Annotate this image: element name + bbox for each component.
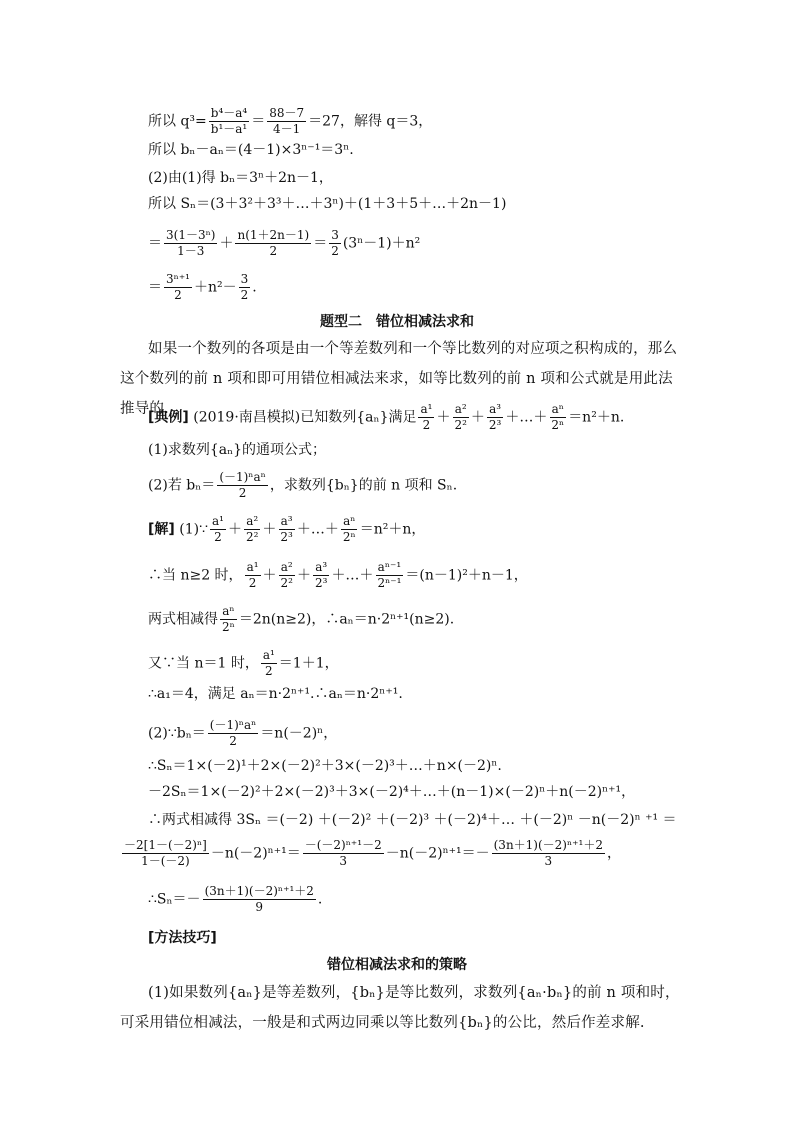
example-statement: [典例] (2019·南昌模拟)已知数列{aₙ}满足 $\frac{\text{a¹}}{2}$ ＋ $\frac{\text{a²}}{\text{2²}}$ ＋ $\frac{\text{a³}}{\text{2³}}$ ＋…＋ $\frac{\text{aⁿ}}{\text{2ⁿ}}$ ＝n²＋n. xyxy=(148,402,625,432)
solution-line-3: 两式相减得 $\frac{\text{aⁿ}}{\text{2ⁿ}}$ ＝2n(n≥2)，∴aₙ＝n·2ⁿ⁺¹(n≥2). xyxy=(148,604,455,634)
solution-line-1: [解] (1)∵ $\frac{\text{a¹}}{2}$ ＋ $\frac{\text{a²}}{\text{2²}}$ ＋ $\frac{\text{a³}}{\text{2³}}$ ＋…＋ $\frac{\text{aⁿ}}{\text{2ⁿ}}$ ＝n²＋n， xyxy=(148,514,426,544)
question-1: (1)求数列{aₙ}的通项公式； xyxy=(148,442,327,458)
solution-tag: [解] xyxy=(148,521,175,538)
intro-paragraph: 如果一个数列的各项是由一个等差数列和一个等比数列的对应项之积构成的，那么这个数列的前 n 项和即可用错位相减法来求，如等比数列的前 n 项和公式就是用此法推导的. xyxy=(120,341,678,417)
formula-line: 所以 bₙ－aₙ＝(4－1)×3ⁿ⁻¹＝3ⁿ. xyxy=(148,142,354,158)
formula-line: 所以 Sₙ＝(3＋3²＋3³＋…＋3ⁿ)＋(1＋3＋5＋…＋2n－1) xyxy=(148,196,507,212)
method-title: 错位相减法求和的策略 xyxy=(327,957,467,973)
section-title: 题型二 错位相减法求和 xyxy=(320,314,474,330)
method-paragraph: (1)如果数列{aₙ}是等差数列，{bₙ}是等比数列，求数列{aₙ·bₙ}的前 n 项和时，可采用错位相减法，一般是和式两边同乘以等比数列{bₙ}的公比，然后作差求解. xyxy=(120,985,680,1031)
fraction: $\frac{\text{b⁴－a⁴}}{\text{b¹－a¹}}$ xyxy=(210,106,248,136)
solution-line-8: －2Sₙ＝1×(－2)²＋2×(－2)³＋3×(－2)⁴＋…＋(n－1)×(－2)ⁿ＋n(－2)ⁿ⁺¹， xyxy=(148,784,636,800)
solution-line-10: $\frac{\text{－2[1－(－2)ⁿ]}}{1-(-2)}$ －n(－2)ⁿ⁺¹＝ $\frac{\text{－(－2)ⁿ⁺¹－2}}{3}$ －n(－2)ⁿ⁺¹＝－ $\frac{\text{(3n＋1)(－2)ⁿ⁺¹＋2}}{3}$ ， xyxy=(124,838,621,868)
solution-line-6: (2)∵bₙ＝ $\frac{\text{(－1)ⁿaⁿ}}{2}$ ＝n(－2)ⁿ， xyxy=(148,718,338,748)
method-tag: [方法技巧] xyxy=(148,930,217,946)
formula-line: ＝ $\frac{\text{3(1－3ⁿ)}}{1-3}$ ＋ $\frac{n(1+2n-1)}{2}$ ＝ $\frac{3}{2}$ (3ⁿ－1)＋n² xyxy=(148,228,421,258)
formula-line: (2)由(1)得 bₙ＝3ⁿ＋2n－1， xyxy=(148,170,333,186)
solution-line-4: 又∵当 n＝1 时， $\frac{\text{a¹}}{2}$ ＝1＋1， xyxy=(148,648,339,678)
formula-line: ＝ $\frac{\text{3ⁿ⁺¹}}{2}$ ＋n²－ $\frac{3}{2}$ . xyxy=(148,272,257,302)
solution-line-2: ∴当 n≥2 时， $\frac{\text{a¹}}{2}$ ＋ $\frac{\text{a²}}{\text{2²}}$ ＋ $\frac{\text{a³}}{\text{2³}}$ ＋…＋ $\frac{\text{aⁿ⁻¹}}{\text{2ⁿ⁻¹}}$ ＝(n－1)²＋n－1， xyxy=(148,560,528,590)
fraction: $\frac{88-7}{4-1}$ xyxy=(269,106,305,136)
example-tag: [典例] xyxy=(148,409,189,426)
solution-line-5: ∴a₁＝4，满足 aₙ＝n·2ⁿ⁺¹.∴aₙ＝n·2ⁿ⁺¹. xyxy=(148,686,403,702)
solution-line-7: ∴Sₙ＝1×(－2)¹＋2×(－2)²＋3×(－2)³＋…＋n×(－2)ⁿ. xyxy=(148,758,502,774)
solution-line-9: ∴两式相减得 3Sₙ ＝(－2) ＋(－2)² ＋(－2)³ ＋(－2)⁴＋… ＋(－2)ⁿ －n(－2)ⁿ ⁺¹ ＝ xyxy=(148,812,677,828)
solution-line-11: ∴Sₙ＝－ $\frac{\text{(3n＋1)(－2)ⁿ⁺¹＋2}}{9}$ . xyxy=(148,884,323,914)
formula-line-q: 所以 q³= $\frac{\text{b⁴－a⁴}}{\text{b¹－a¹}}$ ＝ $\frac{88-7}{4-1}$ ＝27，解得 q＝3， xyxy=(148,106,433,136)
question-2: (2)若 bₙ＝ $\frac{\text{(－1)ⁿaⁿ}}{2}$ ，求数列{bₙ}的前 n 项和 Sₙ. xyxy=(148,470,458,500)
